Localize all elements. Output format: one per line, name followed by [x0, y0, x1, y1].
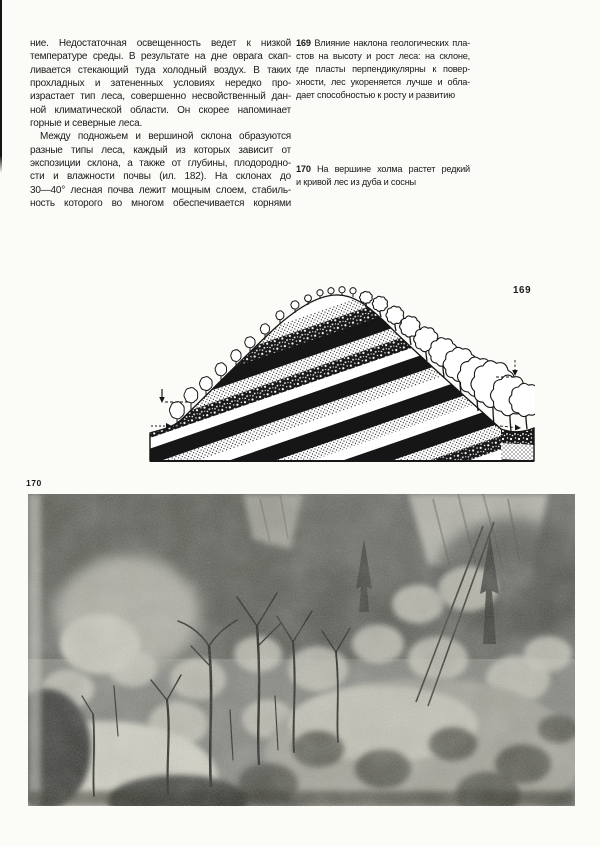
text-line: экспозиции склона, а также от глубины, плодородно- — [30, 158, 291, 170]
text-line: ной климатической области. Он скорее напоминает — [30, 104, 291, 116]
text-line: температуре среды. В результате на дне оврага скап- — [30, 51, 291, 63]
caption-figure-170 — [296, 163, 470, 189]
text-line: дает способностью к росту и развитию — [296, 89, 455, 100]
figure-169-geology-hill-diagram — [149, 269, 535, 463]
photo-grain-overlay — [28, 494, 575, 806]
text-line: хности, лес укореняется лучше и обла- — [296, 76, 470, 87]
text-line: где пласты перпендикулярны к повер- — [296, 63, 470, 74]
text-line: стов на высоту и рост леса: на склоне, — [296, 50, 470, 61]
body-paragraph-1 — [30, 37, 291, 130]
figure-170-forest-photograph — [28, 494, 575, 806]
scan-edge-artifact — [0, 0, 2, 173]
text-line: ние. Недостаточная освещенность ведет к низкой — [30, 38, 291, 49]
text-line: ливается стекающий туда холодный воздух. В таких — [30, 64, 291, 76]
text-line: Между подножьем и вершиной склона образуются — [40, 131, 291, 143]
body-paragraph-2 — [30, 130, 291, 210]
text-line: израстает тип леса, совершенно несвойственный дан- — [30, 91, 291, 103]
text-line: 169 Влияние наклона геологических пла- — [296, 38, 470, 48]
caption-figure-169 — [296, 37, 470, 102]
text-line: прохладных и затененных условиях нередко про- — [30, 78, 291, 90]
text-line: ность которого во многом обеспечивается корнями — [30, 198, 291, 210]
body-text-column — [30, 37, 291, 210]
text-line: разные типы леса, каждый из которых зависит от — [30, 144, 291, 156]
figure-number-label-169: 169 — [513, 285, 532, 296]
text-line: 170 На вершине холма растет редкий — [296, 164, 470, 174]
text-line: горные и северные леса. — [30, 118, 143, 130]
figure-number-label-170: 170 — [26, 478, 42, 488]
text-line: сти и влажности почвы (ил. 182). На склонах до — [30, 171, 291, 183]
text-line: и кривой лес из дуба и сосны — [296, 176, 416, 187]
text-line: 30—40° лесная почва лежит мощным слоем, стабиль- — [30, 184, 291, 196]
